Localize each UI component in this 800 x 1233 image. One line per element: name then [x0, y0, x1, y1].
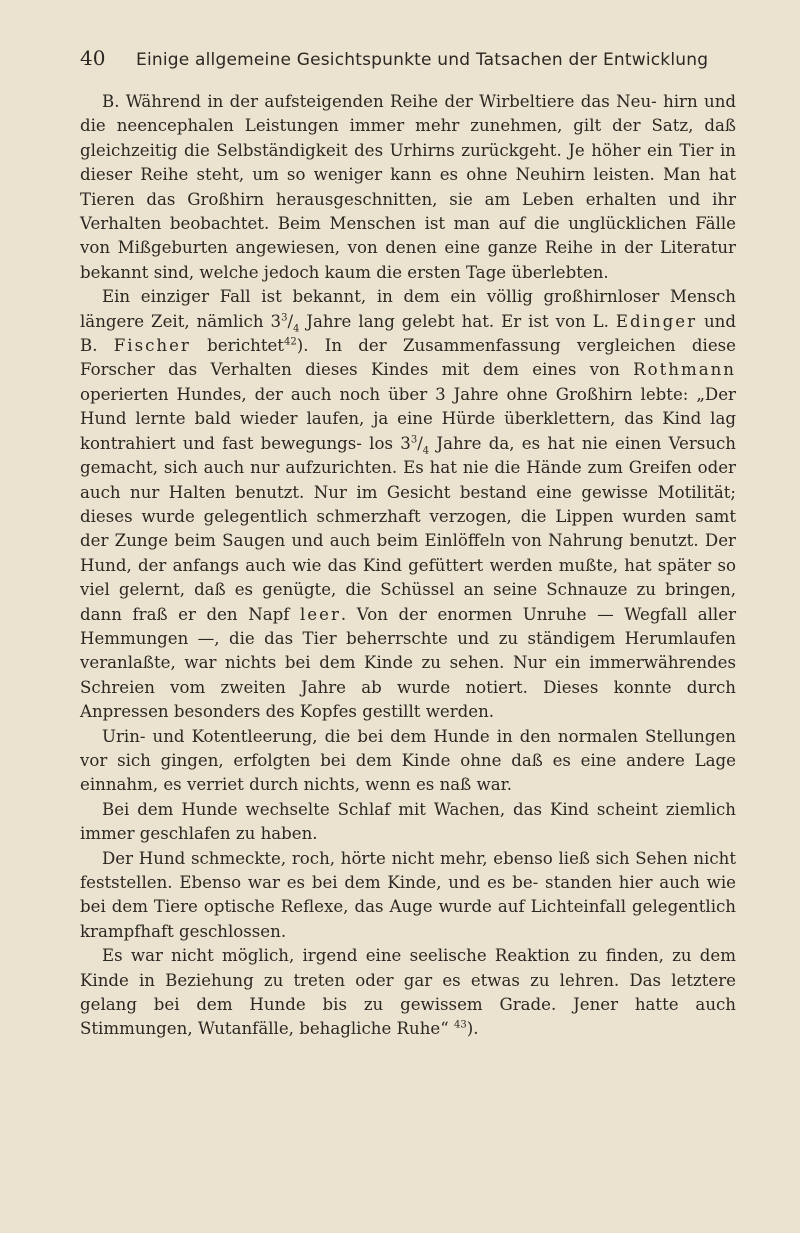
author-name-edinger: Edinger [615, 311, 698, 331]
fraction-denominator: 4 [293, 322, 300, 334]
emphasis-leer: leer [300, 604, 341, 624]
paragraph-6 [80, 944, 736, 1042]
page-number: 40 [80, 46, 106, 70]
fraction-numerator: 3 [281, 312, 288, 324]
text-run: operierten Hundes, der auch noch über 3 Jahre ohne Großhirn lebte: „Der Hund lernte bald wieder laufen, ja eine Hürde überklettern, das Kind lag kontrahiert und fast bewegungs- los 3 [80, 384, 736, 453]
author-name-rothmann: Rothmann [633, 360, 736, 380]
paragraph-2: Ein einziger Fall ist bekannt, in dem ein völlig großhirnloser Mensch längere Zeit, nämlich $3^3/_4$ Jahre lang gelebt hat. Er ist von L. Edinger und B. Fischer berichtet$^{42}$). In der Zusammenfassung vergleichen diese Forscher das Verhalten dieses Kindes mit dem eines von Rothmann operierten Hundes, der auch noch über 3 Jahre ohne Großhirn lebte: „Der Hund lernte bald wieder laufen, ja eine Hürde überklettern, das Kind lag kontrahiert und fast bewegungs- los $3^3/_4$ Jahre da, es hat nie einen Versuch gemacht, sich auch nur aufzurichten. Es hat nie die Hände zum Greifen oder auch nur Halten benutzt. Nur im Gesicht bestand eine gewisse Motilität; dieses wurde gelegentlich schmerzhaft verzogen, die Lippen wurden samt der Zunge beim Saugen und auch beim Einlöffeln von Nahrung benutzt. Der Hund, der anfangs auch wie das Kind gefüttert werden mußte, hat später so viel gelernt, daß es genügte, die Schüssel an seine Schnauze zu bringen, dann fraß er den Napf leer. Von der enormen Unruhe — Wegfall aller Hemmungen —, die das Tier beherrschte und zu ständigem Herumlaufen veranlaßte, war nichts bei dem Kinde zu sehen. Nur ein immerwährendes Schreien vom zweiten Jahre ab wurde notiert. Dieses konnte durch Anpressen besonders des Kopfes gestillt werden. [80, 287, 737, 722]
text-run: und B. [80, 311, 736, 356]
page-header [80, 46, 736, 70]
footnote-reference: 42 [283, 336, 297, 348]
paragraph-4: Bei dem Hunde wechselte Schlaf mit Wachen, das Kind scheint ziemlich immer geschlafen zu haben. [80, 799, 736, 844]
body-text [80, 90, 736, 1042]
text-run: Jahre da, es hat nie einen Versuch gemacht, sich auch nur aufzurichten. Es hat nie die Hände zum Greifen oder auch nur Halten benutzt. Nur im Gesicht bestand eine gewisse Motilität; dieses wurde gelegentlich schmerzhaft verzogen, die Lippen wurden samt der Zunge beim Saugen und auch beim Einlöffeln von Nahrung benutzt. Der Hund, der anfangs auch wie das Kind gefüttert werden mußte, hat später so viel gelernt, daß es genügte, die Schüssel an seine Schnauze zu bringen, dann fraß er den Napf [80, 433, 736, 624]
text-run: berichtet [190, 336, 284, 356]
author-name-fischer: Fischer [113, 336, 191, 356]
paragraph-5: Der Hund schmeckte, roch, hörte nicht mehr, ebenso ließ sich Sehen nicht feststellen. Ebenso war es bei dem Kinde, und es be- standen hier auch wie bei dem Tiere optische Reflexe, das Auge wurde auf Lichteinfall gelegentlich krampfhaft geschlossen. [80, 848, 736, 941]
text-run: ). [466, 1019, 479, 1039]
text-run: Jahre lang gelebt hat. Er ist von L. [299, 311, 616, 331]
fraction-numerator: 3 [410, 434, 418, 446]
footnote-reference: 43 [453, 1019, 467, 1031]
paragraph-3: Urin- und Kotentleerung, die bei dem Hunde in den normalen Stellungen vor sich gingen, erfolgten bei dem Kinde ohne daß es eine andere Lage einnahm, es verriet durch nichts, wenn es naß war. [80, 726, 736, 795]
text-run: Es war nicht möglich, irgend eine seelische Reaktion zu finden, zu dem Kinde in Beziehung zu treten oder gar es etwas zu lehren. Das letztere gelang bei dem Hunde bis zu gewissem Grade. Jener hatte auch Stimmungen, Wutanfälle, behagliche Ruhe“ [80, 946, 736, 1039]
running-head: Einige allgemeine Gesichtspunkte und Tatsachen der Entwicklung [136, 50, 709, 70]
text-run: ). In der Zusammenfassung vergleichen diese Forscher das Verhalten dieses Kindes mit dem eines von [80, 336, 737, 380]
text-run: Ein einziger Fall ist bekannt, in dem ein völlig großhirnloser Mensch längere Zeit, nämlich 3 [80, 287, 736, 331]
text-run: . Von der enormen Unruhe — Wegfall aller Hemmungen —, die das Tier beherrschte und zu ständigem Herumlaufen veranlaßte, war nichts bei dem Kinde zu sehen. Nur ein immerwährendes Schreien vom zweiten Jahre ab wurde notiert. Dieses konnte durch Anpressen besonders des Kopfes gestillt werden. [80, 604, 736, 722]
paragraph-1: B. Während in der aufsteigenden Reihe der Wirbeltiere das Neu- hirn und die neencephalen Leistungen immer mehr zunehmen, gilt der Satz, daß gleichzeitig die Selbständigkeit des Urhirns zurückgeht. Je höher ein Tier in dieser Reihe steht, um so weniger kann es ohne Neuhirn leisten. Man hat Tieren das Großhirn herausgeschnitten, sie am Leben erhalten und ihr Verhalten beobachtet. Beim Menschen ist man auf die unglücklichen Fälle von Mißgeburten angewiesen, von denen eine ganze Reihe in der Literatur bekannt sind, welche jedoch kaum die ersten Tage überlebten. [80, 92, 736, 282]
fraction-denominator: 4 [422, 445, 430, 456]
